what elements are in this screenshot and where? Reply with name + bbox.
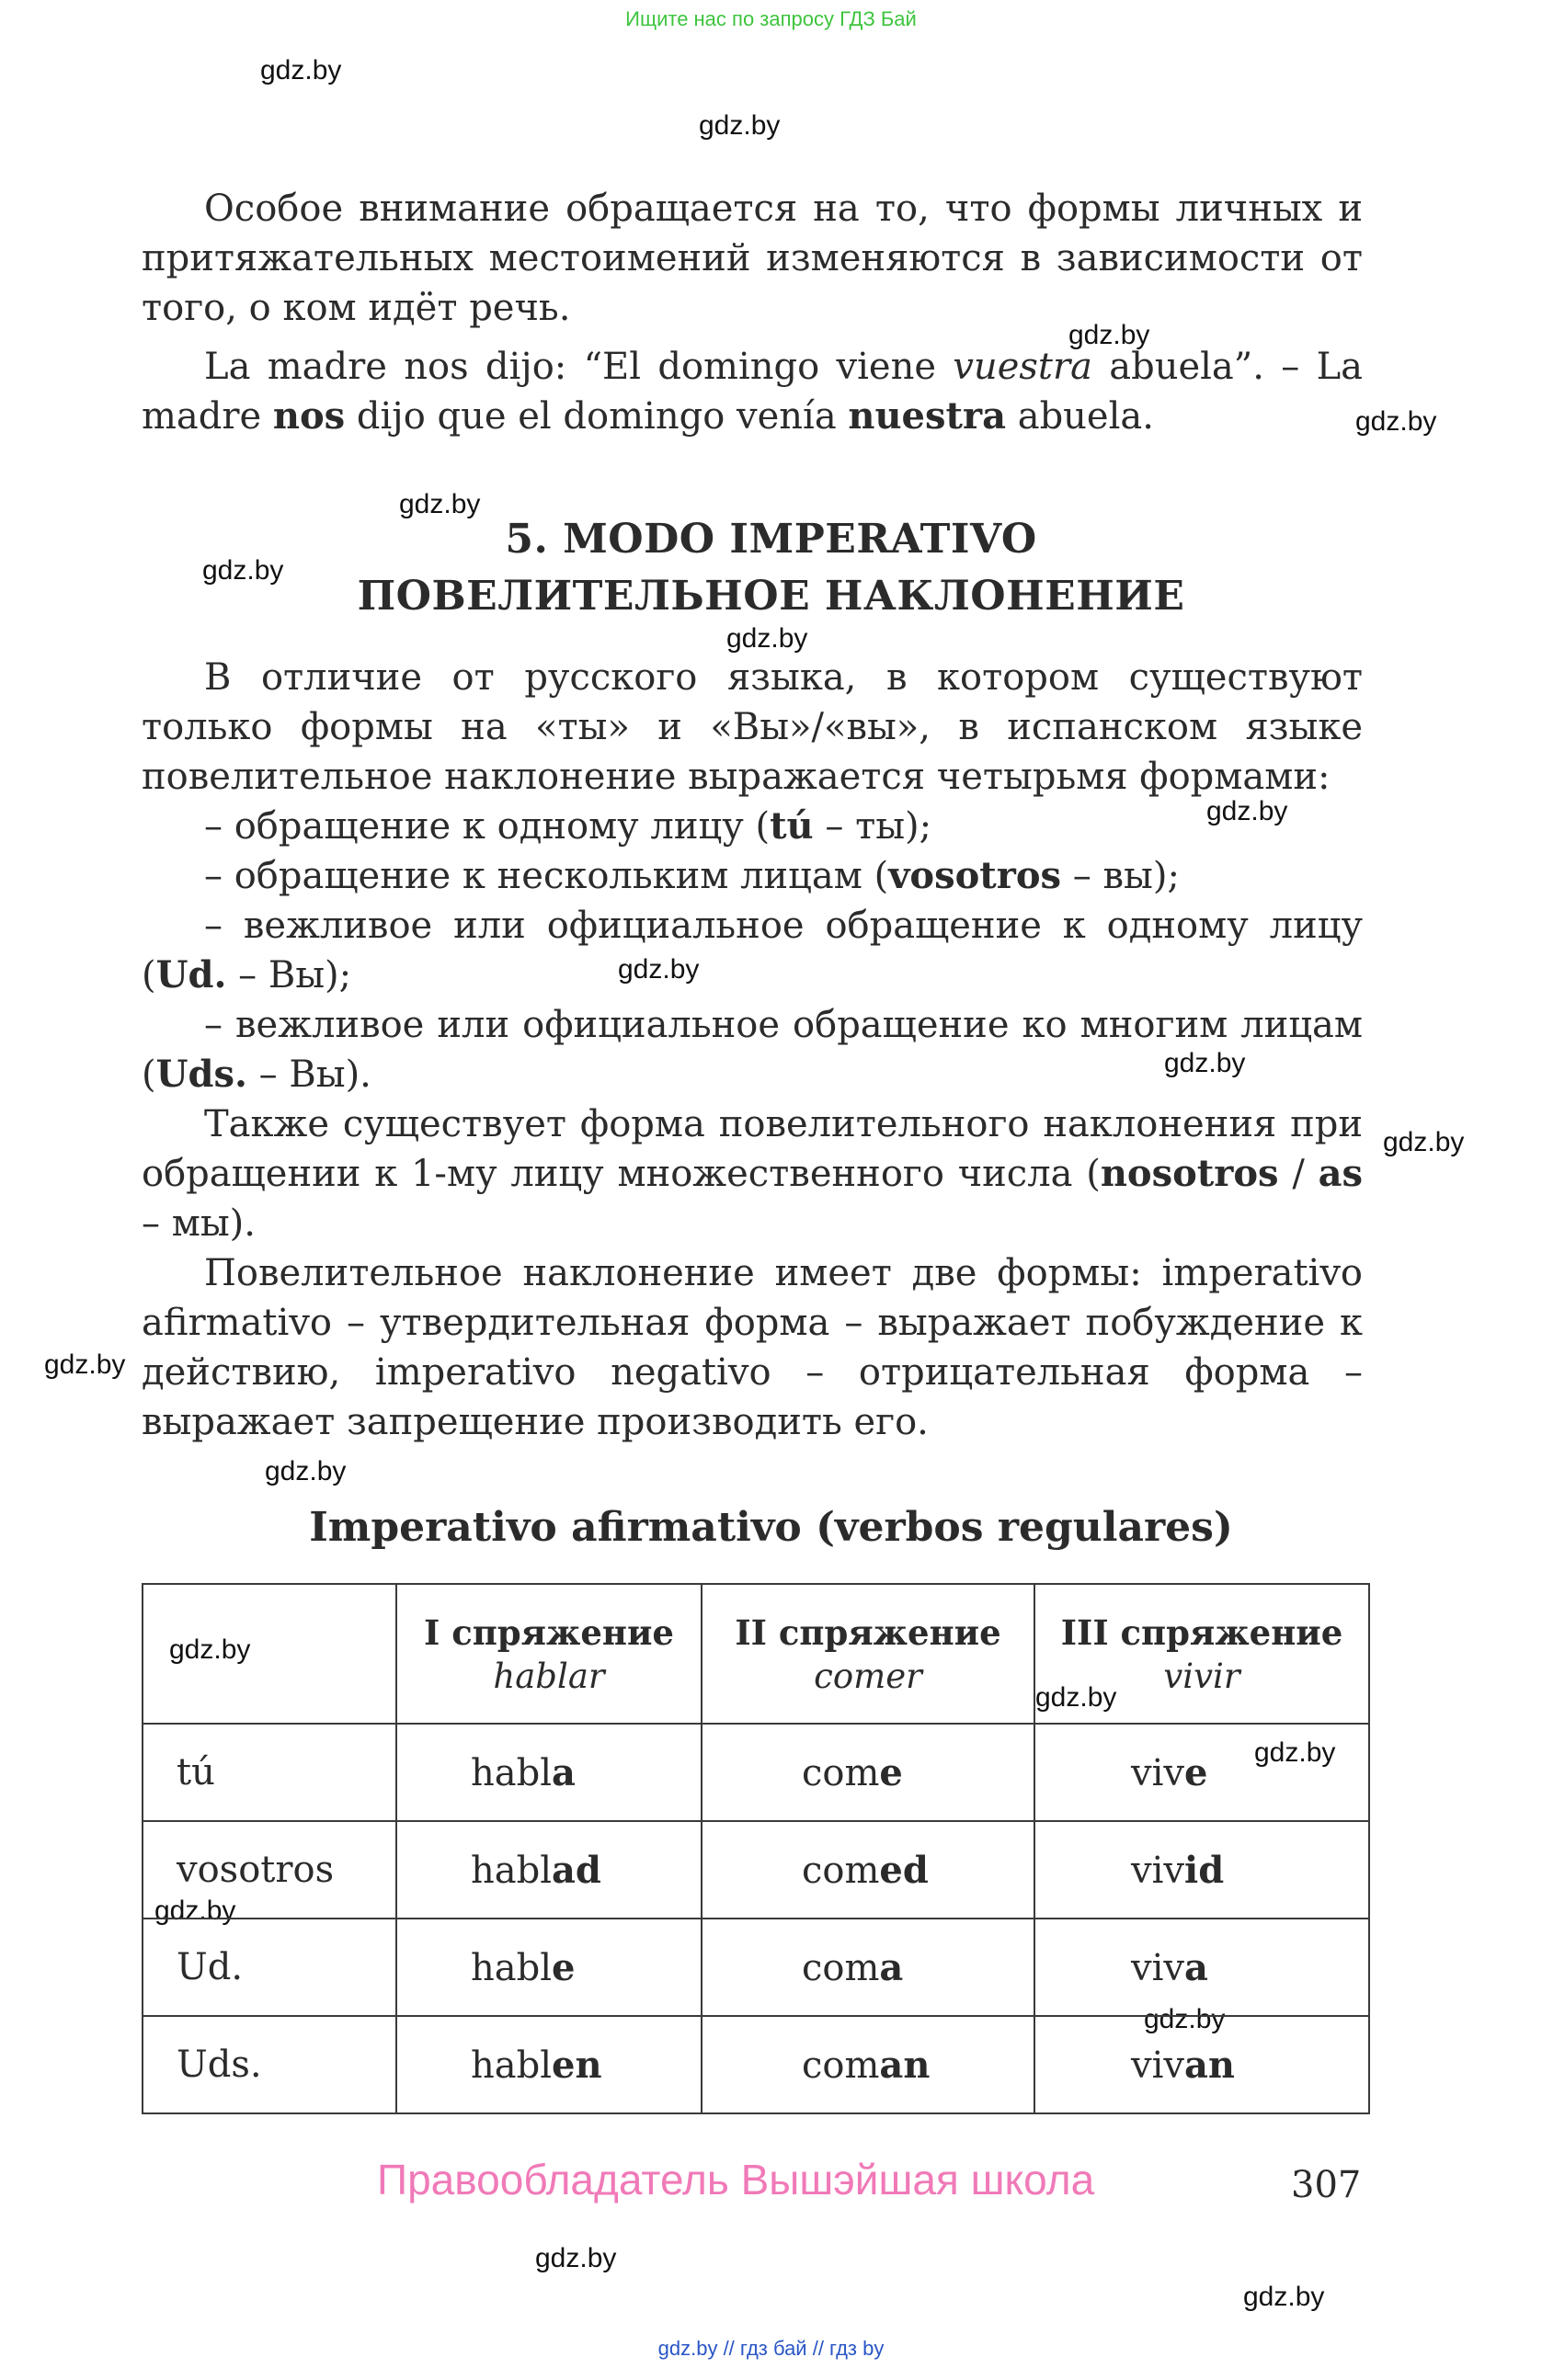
list-item: – обращение к одному лицу (tú – ты); [204, 804, 932, 848]
table-row [143, 2016, 1369, 2113]
watermark: gdz.by [154, 1896, 236, 1926]
conjugation-table [142, 1583, 1370, 2114]
table-header-cell: II спряжение comer [702, 1584, 1034, 1724]
watermark: gdz.by [399, 489, 481, 519]
verb-form-cell: vive [1034, 1724, 1369, 1821]
verb-form-cell: coma [702, 1919, 1034, 2016]
table-header-cell: I спряжение hablar [396, 1584, 702, 1724]
pronoun-cell: tú [143, 1724, 396, 1821]
verb-form-cell: hable [396, 1919, 702, 2016]
verb-form-cell: comed [702, 1821, 1034, 1919]
watermark: gdz.by [1355, 406, 1437, 437]
table-header-empty [143, 1584, 396, 1724]
page-number: 307 [1291, 2164, 1362, 2206]
example-paragraph: La madre nos dijo: “El domingo viene vuestra abuela”. – La madre nos dijo que el domingo venía nuestra abuela. [142, 346, 1363, 438]
verb-form-cell: vivid [1034, 1821, 1369, 1919]
section-body [142, 653, 1363, 1456]
section-title-russian: ПОВЕЛИТЕЛЬНОЕ НАКЛОНЕНИЕ [357, 573, 1185, 620]
copyright-notice: Правообладатель Вышэйшая школа [377, 2156, 1095, 2203]
intro-paragraph: Особое внимание обращается на то, что формы личных и притяжательных местоимений изменяются в зависимости от того, о ком идёт речь. [142, 188, 1363, 329]
verb-form-cell: coman [702, 2016, 1034, 2113]
list-item: – вежливое или официальное обращение ко многим лицам (Uds. – Вы). [142, 1004, 1363, 1096]
watermark: gdz.by [1144, 2004, 1226, 2034]
table-header-cell: III спряжение vivir [1034, 1584, 1369, 1724]
verb-form-cell: hablad [396, 1821, 702, 1919]
table-title: Imperativo afirmativo (verbos regulares) [309, 1504, 1233, 1551]
table-header-row [143, 1584, 1369, 1724]
verb-form-cell: habla [396, 1724, 702, 1821]
watermark: gdz.by [265, 1456, 347, 1486]
watermark: gdz.by [1035, 1682, 1117, 1713]
section-paragraph: Также существует форма повелительного наклонения при обращении к 1-му лицу множественного числа (nosotros / as – мы). [142, 1103, 1364, 1245]
verb-form-cell: come [702, 1724, 1034, 1821]
section-paragraph: В отличие от русского языка, в котором существуют только формы на «ты» и «Вы»/«вы», в испанском языке повелительное наклонение выражается четырьмя формами: [142, 656, 1363, 798]
watermark: gdz.by [1254, 1737, 1336, 1768]
watermark: gdz.by [1164, 1048, 1246, 1078]
list-item: – вежливое или официальное обращение к одному лицу (Ud. – Вы); [142, 905, 1363, 996]
verb-form-cell: vivan [1034, 2016, 1369, 2113]
section-paragraph: Повелительное наклонение имеет две формы: imperativo afirmativo – утвердительная форма – выражает побуждение к действию, imperativo negativo – отрицательная форма – выражает запрещение производить его. [142, 1252, 1363, 1443]
watermark: gdz.by [1383, 1127, 1465, 1157]
watermark: gdz.by [618, 954, 700, 985]
top-banner[interactable]: Ищите нас по запросу ГДЗ Бай [625, 7, 917, 30]
watermark: gdz.by [1243, 2282, 1325, 2312]
watermark: gdz.by [1206, 796, 1288, 826]
list-item: – обращение к нескольким лицам (vosotros – вы); [204, 854, 1180, 897]
table-row [143, 1919, 1369, 2016]
bottom-links[interactable]: gdz.by // гдз бай // гдз by [657, 2337, 885, 2360]
watermark: gdz.by [202, 555, 284, 586]
watermark: gdz.by [1068, 320, 1150, 350]
watermark: gdz.by [699, 110, 781, 141]
section-title-spanish: 5. MODO IMPERATIVO [505, 516, 1037, 563]
verb-form-cell: hablen [396, 2016, 702, 2113]
table-row [143, 1724, 1369, 1821]
watermark: gdz.by [169, 1634, 251, 1665]
pronoun-cell: Ud. [143, 1919, 396, 2016]
watermark: gdz.by [726, 623, 808, 654]
section-heading [0, 511, 1542, 625]
watermark: gdz.by [44, 1349, 126, 1380]
watermark: gdz.by [535, 2243, 617, 2273]
pronoun-cell: vosotros [143, 1821, 396, 1919]
intro-block [142, 184, 1363, 450]
watermark: gdz.by [260, 55, 342, 85]
pronoun-cell: Uds. [143, 2016, 396, 2113]
verb-form-cell: viva [1034, 1919, 1369, 2016]
table-row [143, 1821, 1369, 1919]
